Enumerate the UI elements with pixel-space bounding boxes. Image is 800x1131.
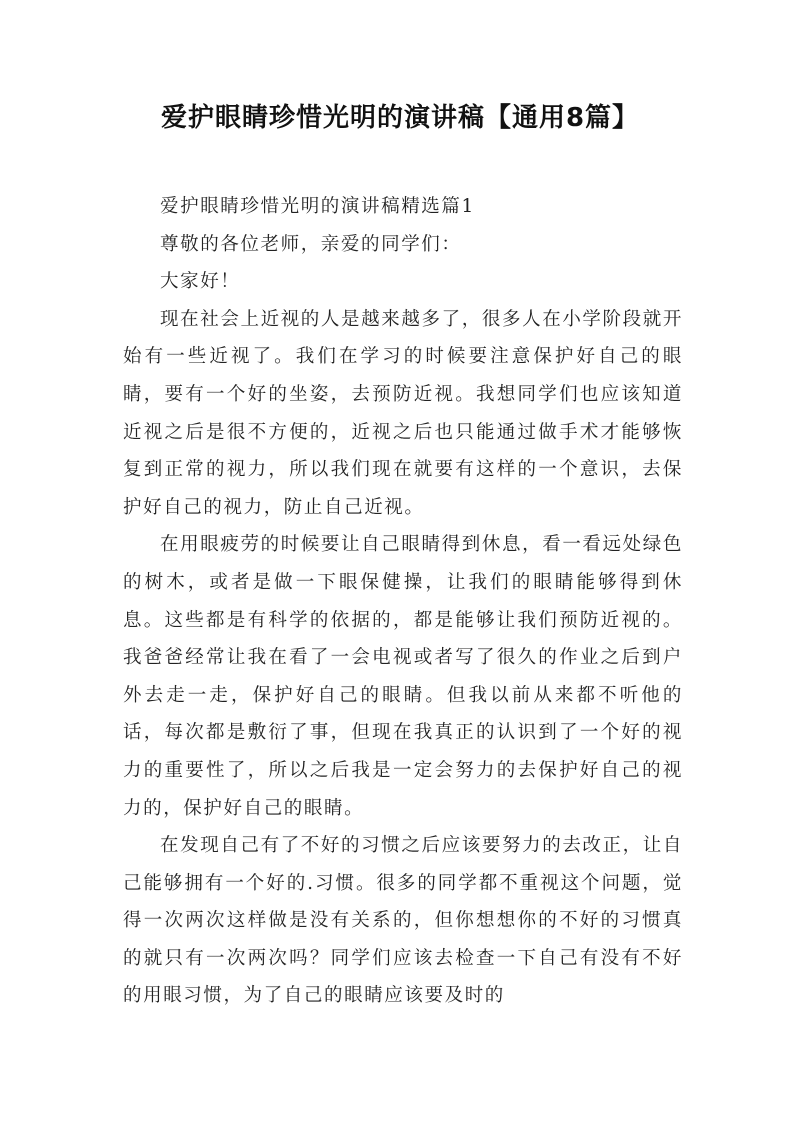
section-heading: 爱护眼睛珍惜光明的演讲稿精选篇1: [160, 196, 475, 217]
body-paragraph: 现在社会上近视的人是越来越多了，很多人在小学阶段就开始有一些近视了。我们在学习的时候要注意保护好自己的眼睛，要有一个好的坐姿，去预防近视。我想同学们也应该知道近视之后是很不方便的，近视之后也只能通过做手术才能够恢复到正常的视力，所以我们现在就要有这样的一个意识，去保护好自己的视力，防止自己近视。: [123, 308, 683, 518]
salutation: 尊敬的各位老师，亲爱的同学们：: [160, 233, 462, 255]
body-paragraph: 在用眼疲劳的时候要让自己眼睛得到休息，看一看远处绿色的树木，或者是做一下眼保健操，让我们的眼睛能够得到休息。这些都是有科学的依据的，都是能够让我们预防近视的。我爸爸经常让我在看了一会电视或者写了很久的作业之后到户外去走一走，保护好自己的眼睛。但我以前从来都不听他的话，每次都是敷衍了事，但现在我真正的认识到了一个好的视力的重要性了，所以之后我是一定会努力的去保护好自己的视力的，保护好自己的眼睛。: [123, 534, 683, 819]
greeting: 大家好！: [160, 271, 241, 293]
document-title: 爱护眼睛珍惜光明的演讲稿【通用8篇】: [160, 103, 640, 133]
document-body: [123, 188, 683, 1015]
body-paragraph: 在发现自己有了不好的习惯之后应该要努力的去改正，让自己能够拥有一个好的.习惯。很多的同学都不重视这个问题，觉得一次两次这样做是没有关系的，但你想想你的不好的习惯真的就只有一次两次吗？同学们应该去检查一下自己有没有不好的用眼习惯，为了自己的眼睛应该要及时的: [123, 835, 683, 1007]
